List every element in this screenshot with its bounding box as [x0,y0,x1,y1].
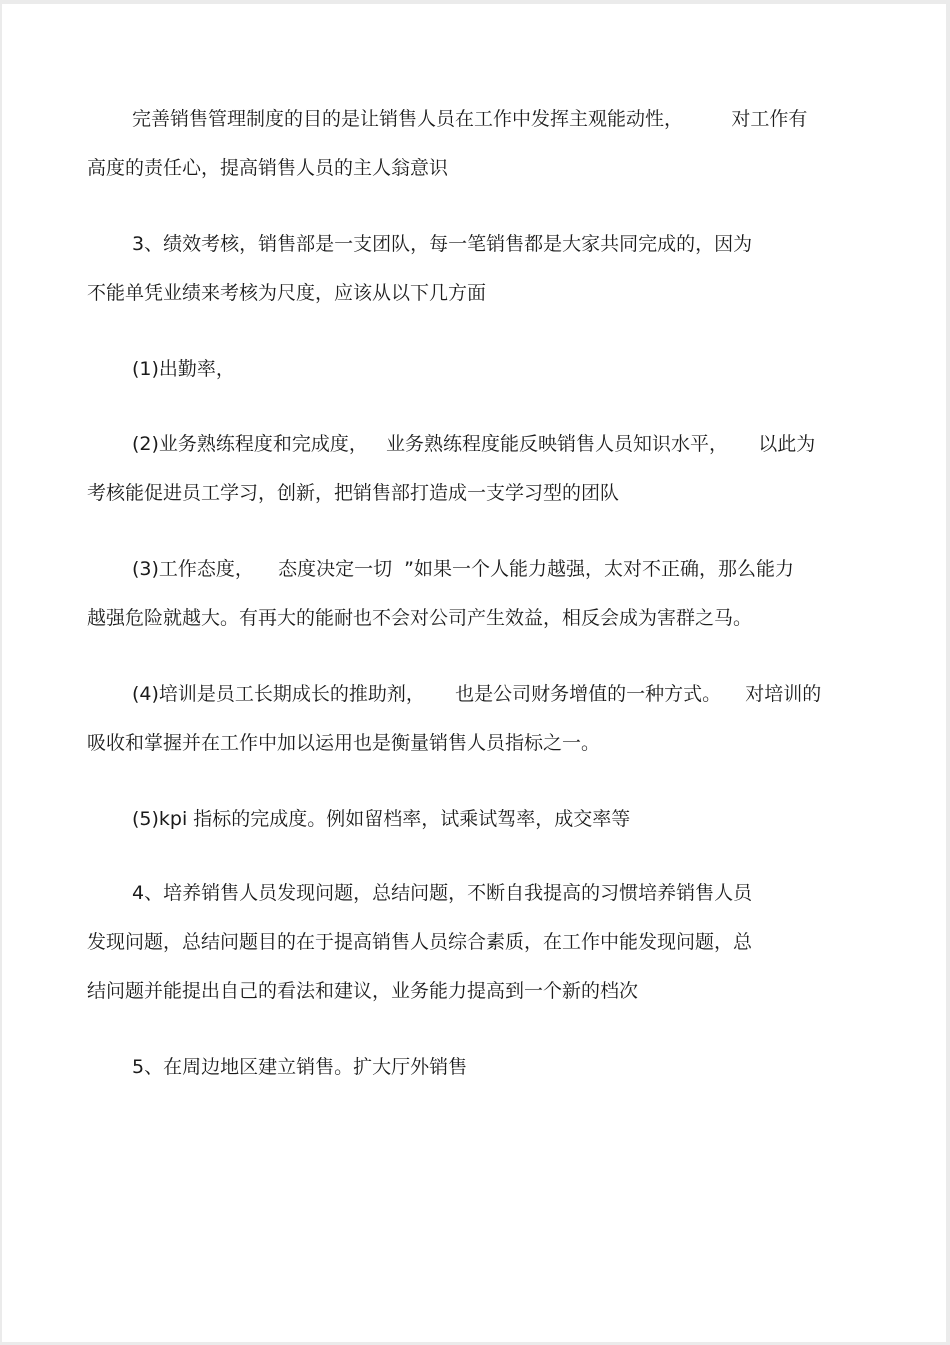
paragraph-line: 3、绩效考核，销售部是一支团队，每一笔销售都是大家共同完成的，因为 [132,233,753,255]
paragraph-line: 5、在周边地区建立销售。扩大厅外销售 [132,1056,468,1078]
paragraph-line: (3)工作态度， 态度决定一切 ”如果一个人能力越强，太对不正确，那么能力 [132,558,794,580]
paragraph-line: 完善销售管理制度的目的是让销售人员在工作中发挥主观能动性， 对工作有 [132,108,808,130]
paragraph-line: 4、培养销售人员发现问题，总结问题，不断自我提高的习惯培养销售人员 [132,882,753,904]
paragraph-line: 不能单凭业绩来考核为尺度，应该从以下几方面 [87,282,487,304]
paragraph-line: (2)业务熟练程度和完成度， 业务熟练程度能反映销售人员知识水平， 以此为 [132,433,816,455]
paragraph-line: 考核能促进员工学习，创新，把销售部打造成一支学习型的团队 [87,482,620,504]
paragraph-line: 结问题并能提出自己的看法和建议，业务能力提高到一个新的档次 [87,980,639,1002]
document-page [2,4,946,1342]
paragraph-line: 吸收和掌握并在工作中加以运用也是衡量销售人员指标之一。 [87,732,601,754]
paragraph-line: 发现问题，总结问题目的在于提高销售人员综合素质，在工作中能发现问题，总 [87,931,753,953]
paragraph-line: (1)出勤率， [132,358,235,380]
paragraph-line: (4)培训是员工长期成长的推助剂， 也是公司财务增值的一种方式。 对培训的 [132,683,822,705]
paragraph-line: 越强危险就越大。有再大的能耐也不会对公司产生效益，相反会成为害群之马。 [87,607,753,629]
paragraph-line: (5)kpi 指标的完成度。例如留档率，试乘试驾率，成交率等 [132,808,631,830]
paragraph-line: 高度的责任心，提高销售人员的主人翁意识 [87,157,449,179]
